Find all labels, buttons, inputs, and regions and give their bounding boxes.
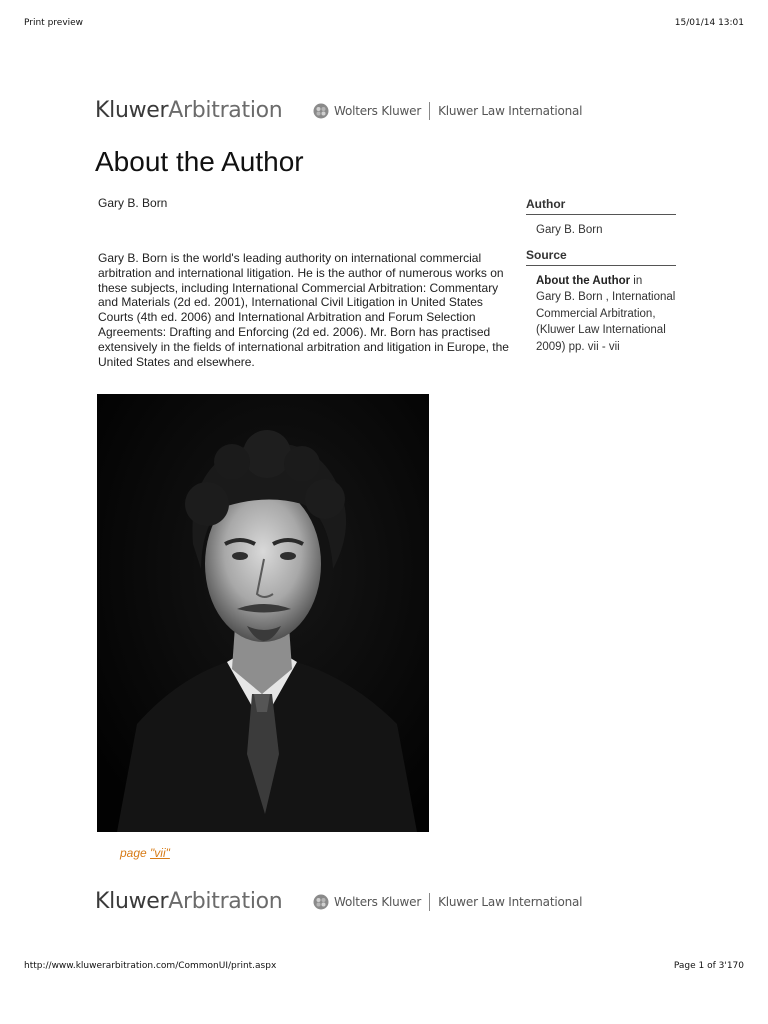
brand-divider <box>429 102 430 120</box>
page-count: Page 1 of 3'170 <box>673 961 744 971</box>
brand-name-part2-footer: Arbitration <box>168 889 283 914</box>
brand-name-part1: Kluwer <box>95 98 169 123</box>
kluwer-arbitration-logo-footer <box>95 887 282 917</box>
print-header <box>24 18 744 32</box>
kluwer-arbitration-logo <box>95 96 282 126</box>
source-in: in <box>630 275 643 287</box>
portrait-illustration <box>97 394 429 832</box>
print-footer <box>24 961 744 975</box>
author-byline: Gary B. Born <box>98 196 168 210</box>
publisher-name: Wolters Kluwer <box>334 104 422 118</box>
wolters-kluwer-globe-icon <box>313 894 329 910</box>
source-title: About the Author <box>536 275 631 287</box>
print-datetime: 15/01/14 13:01 <box>674 18 744 28</box>
page-reference <box>120 846 170 860</box>
brand-name-part2: Arbitration <box>168 98 283 123</box>
page-vii-link[interactable]: "vii" <box>150 846 170 860</box>
print-preview-label: Print preview <box>24 18 84 28</box>
brand-divider-footer <box>429 893 430 911</box>
sidebar-author-name: Gary B. Born <box>536 224 603 236</box>
page-title: About the Author <box>95 146 304 177</box>
author-portrait-photo <box>97 394 429 832</box>
division-name: Kluwer Law International <box>438 104 583 118</box>
wolters-kluwer-logo <box>313 96 582 126</box>
metadata-sidebar <box>526 197 676 355</box>
wolters-kluwer-globe-icon <box>313 103 329 119</box>
brand-name-part1-footer: Kluwer <box>95 889 169 914</box>
division-name-footer: Kluwer Law International <box>438 895 583 909</box>
sidebar-author-heading: Author <box>526 197 676 215</box>
sidebar-source-citation <box>526 266 676 355</box>
page-ref-prefix: page <box>120 846 151 860</box>
brand-bar-bottom <box>95 887 595 917</box>
sidebar-source-heading: Source <box>526 248 676 266</box>
source-detail: Gary B. Born , International Commercial Arbitration, (Kluwer Law International 2009) pp. vii - vii <box>536 291 676 353</box>
publisher-name-footer: Wolters Kluwer <box>334 895 422 909</box>
print-url: http://www.kluwerarbitration.com/CommonUI/print.aspx <box>24 961 277 971</box>
author-bio: Gary B. Born is the world's leading authority on international commercial arbitration and international litigation. He is the author of numerous works on these subjects, including International Commercial Arbitration: Commentary and Materials (2d ed. 2001), International Civil Litigation in United States Courts (4th ed. 2006) and International Arbitration and Forum Selection Agreements: Drafting and Enforcing (2d ed. 2006). Mr. Born has practised extensively in the fields of international arbitration and litigation in Europe, the United States and elsewhere. <box>98 251 509 369</box>
wolters-kluwer-logo-footer <box>313 887 582 917</box>
brand-bar-top <box>95 96 595 126</box>
